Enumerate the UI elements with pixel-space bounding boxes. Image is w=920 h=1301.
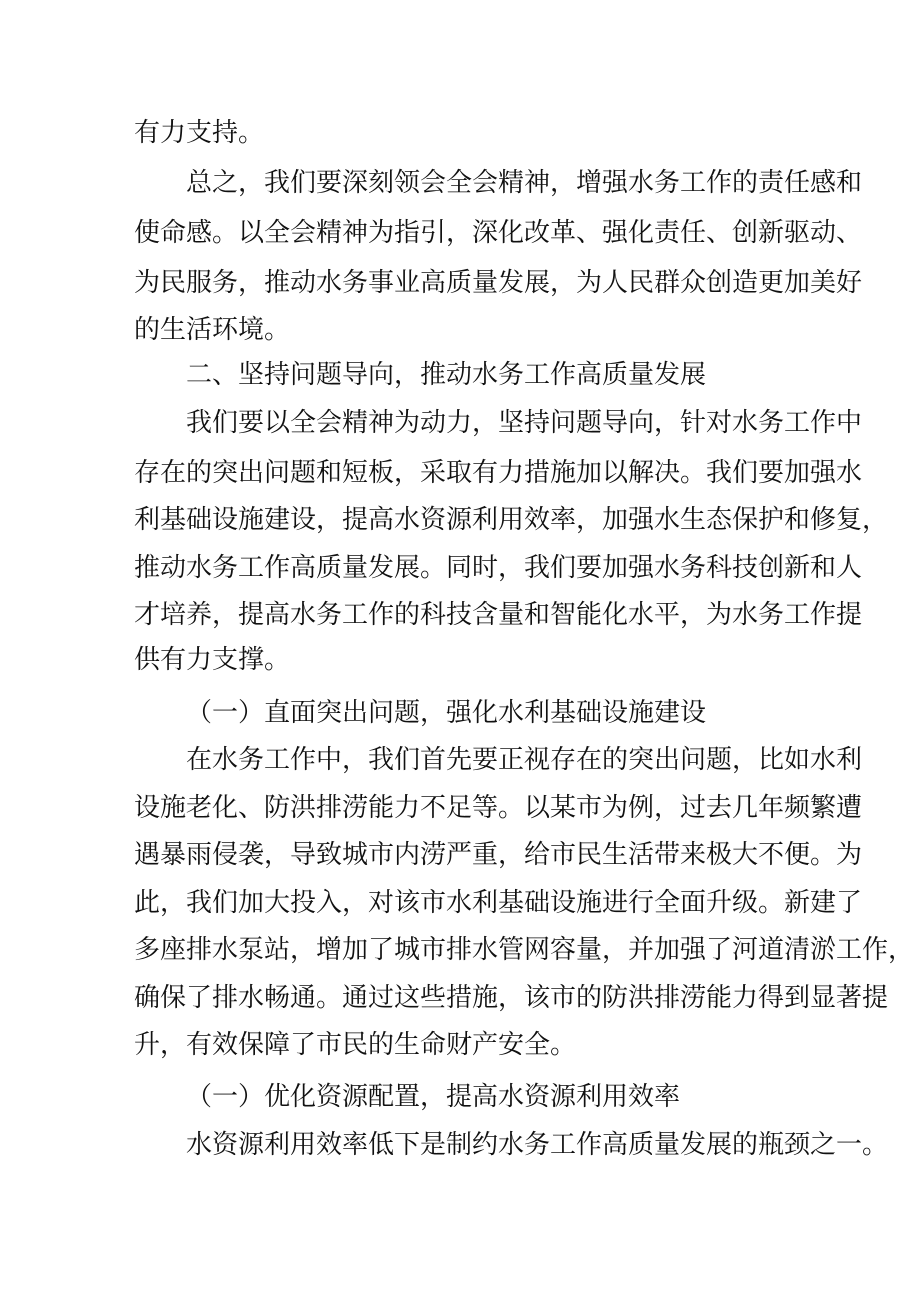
line-text: 供有力支撑。 (134, 645, 291, 675)
text-line (0, 548, 920, 588)
text-line (0, 113, 920, 153)
text-line (0, 1125, 920, 1165)
line-text: 升，有效保障了市民的生命财产安全。 (134, 1030, 577, 1060)
line-text: 推动水务工作高质量发展。同时，我们要加强水务科技创新和人 (134, 553, 863, 583)
text-line (0, 213, 920, 253)
line-text: 我们要以全会精神为动力，坚持问题导向，针对水务工作中 (186, 408, 863, 438)
line-text: 有力支持。 (134, 118, 265, 148)
line-text: （一）优化资源配置，提高水资源利用效率 (186, 1082, 681, 1112)
line-text: （一）直面突出问题，强化水利基础设施建设 (186, 698, 707, 728)
text-line (0, 788, 920, 828)
line-text: 总之，我们要深刻领会全会精神，增强水务工作的责任感和 (186, 168, 863, 198)
text-line (0, 163, 920, 203)
line-text: 此，我们加大投入，对该市水利基础设施进行全面升级。新建了 (134, 888, 863, 918)
line-text: 二、坚持问题导向，推动水务工作高质量发展 (186, 360, 707, 390)
line-text: 存在的突出问题和短板，采取有力措施加以解决。我们要加强水 (134, 458, 863, 488)
text-line (0, 640, 920, 680)
line-text: 多座排水泵站，增加了城市排水管网容量，并加强了河道清淤工作， (134, 935, 915, 965)
line-text: 水资源利用效率低下是制约水务工作高质量发展的瓶颈之一。 (186, 1130, 889, 1160)
text-line (0, 310, 920, 350)
text-line (0, 835, 920, 875)
text-line (0, 930, 920, 970)
line-text: 确保了排水畅通。通过这些措施，该市的防洪排涝能力得到显著提 (134, 983, 889, 1013)
line-text: 的生活环境。 (134, 315, 291, 345)
subsection-heading (0, 693, 920, 733)
text-line (0, 453, 920, 493)
line-text: 为民服务，推动水务事业高质量发展，为人民群众创造更加美好 (134, 268, 863, 298)
line-text: 遇暴雨侵袭，导致城市内涝严重，给市民生活带来极大不便。为 (134, 840, 863, 870)
text-line (0, 1025, 920, 1065)
text-line (0, 595, 920, 635)
section-heading (0, 355, 920, 395)
subsection-heading (0, 1077, 920, 1117)
line-text: 利基础设施建设，提高水资源利用效率，加强水生态保护和修复， (134, 505, 889, 535)
text-line (0, 883, 920, 923)
text-line (0, 403, 920, 443)
text-line (0, 740, 920, 780)
line-text: 才培养，提高水务工作的科技含量和智能化水平，为水务工作提 (134, 600, 863, 630)
text-line (0, 500, 920, 540)
text-line (0, 978, 920, 1018)
line-text: 使命感。以全会精神为指引，深化改革、强化责任、创新驱动、 (134, 218, 863, 248)
text-line (0, 263, 920, 303)
line-text: 在水务工作中，我们首先要正视存在的突出问题，比如水利 (186, 745, 863, 775)
line-text: 设施老化、防洪排涝能力不足等。以某市为例，过去几年频繁遭 (134, 793, 863, 823)
